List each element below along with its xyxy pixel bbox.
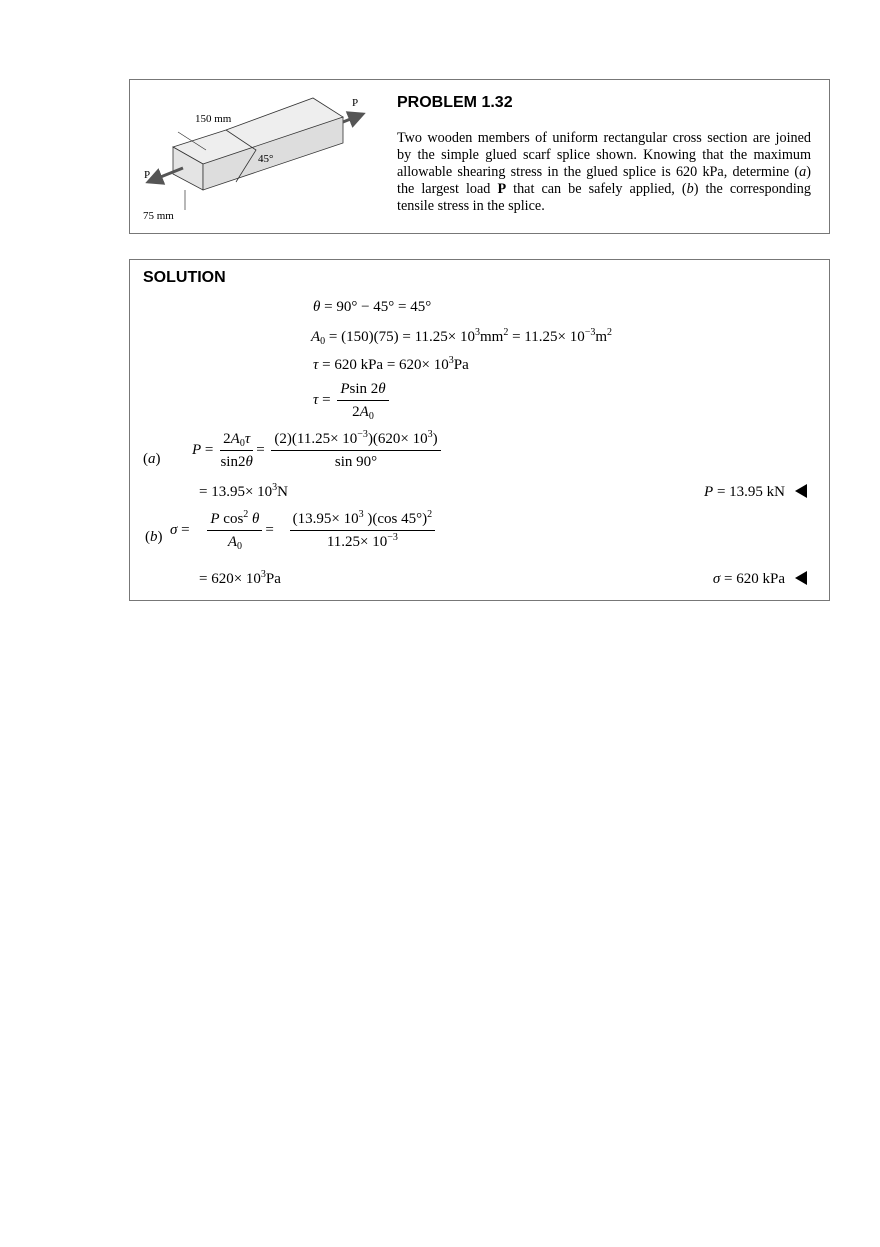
answer-text: σ = 620 kPa xyxy=(712,571,785,587)
part-b-label: (b) xyxy=(145,529,163,545)
answer-marker-icon xyxy=(795,484,807,498)
equation-tau-formula xyxy=(313,380,392,421)
equation-tau: τ = 620 kPa = $620\times 10^3Pa$ xyxy=(313,355,469,373)
numerator: P $\cos^2 \theta$ xyxy=(207,510,262,531)
part-a-answer xyxy=(704,483,807,501)
equation-part-b: σ = $\frac{P \cos^2 \theta}{A_0}$ = $\frac{(13.95\times 10^3 )(\cos 45^\circ)^2}{11.25\times 10^{-3}}$ xyxy=(170,510,438,551)
part-b-answer xyxy=(713,570,807,588)
fraction xyxy=(220,430,253,471)
dim-width-label: 150 mm xyxy=(195,113,232,125)
dim-height-label: 75 mm xyxy=(143,210,174,222)
part-b-result: = $620\times 10^3Pa$ xyxy=(199,569,281,587)
load-right-label: P xyxy=(352,97,359,109)
angle-label: 45° xyxy=(258,153,274,165)
problem-statement: Two wooden members of uniform rectangular cross section are joined by the simple glued scarf splice shown. Knowing that the maximum allowable shearing stress in the glued splice is 620 kPa, determine (a) the largest load P that can be safely applied, (b) the corresponding tensile stress in the splice. xyxy=(397,130,811,214)
numerator: ($13.95\times 10^3$ )(cos 45°)$^2$ xyxy=(290,510,435,531)
lhs: σ = xyxy=(170,521,190,538)
solution-title: SOLUTION xyxy=(143,269,226,286)
numerator: Psin 2θ xyxy=(337,380,388,401)
fraction xyxy=(207,510,262,551)
scarf-splice-figure xyxy=(138,92,388,222)
part-a-result: = $13.95\times 10^3N$ xyxy=(199,482,289,500)
equation-part-a: P = $\frac{2A_0\tau}{\sin 2\theta}$ = $\frac{(2)(11.25\times 10^{-3})(620\times 10^3)}{\sin 90^\circ}$ xyxy=(192,430,444,471)
denominator: sin2θ xyxy=(220,454,253,470)
problem-title: PROBLEM 1.32 xyxy=(397,94,513,111)
solution-box xyxy=(129,259,830,601)
denominator: $2A_0$ xyxy=(352,404,374,422)
part-a-label: (a) xyxy=(143,451,161,467)
denominator: sin 90° xyxy=(334,454,378,470)
fraction xyxy=(290,510,435,551)
lhs: P = xyxy=(192,441,214,458)
equation-theta: θ = 90° − 45° = 45° xyxy=(313,299,432,315)
numerator: $2A_0\tau$ xyxy=(220,430,253,451)
lhs: τ = xyxy=(313,391,331,408)
load-left-label: P xyxy=(144,169,151,181)
problem-box xyxy=(129,79,830,234)
fraction xyxy=(337,380,388,421)
denominator: $A_0$ xyxy=(227,534,242,552)
equation-area: $A_0 = (150)(75) = 11.25\times 10^3mm^2 = 11.25\times 10^{-3}m^2$ xyxy=(311,327,613,347)
answer-marker-icon xyxy=(795,571,807,585)
fraction xyxy=(271,430,440,471)
answer-text: P = 13.95 kN xyxy=(704,484,785,500)
denominator: $11.25\times 10^{-3}$ xyxy=(326,532,398,550)
numerator: $(2)(11.25\times 10^{-3})(620\times 10^3)$ xyxy=(271,430,440,451)
